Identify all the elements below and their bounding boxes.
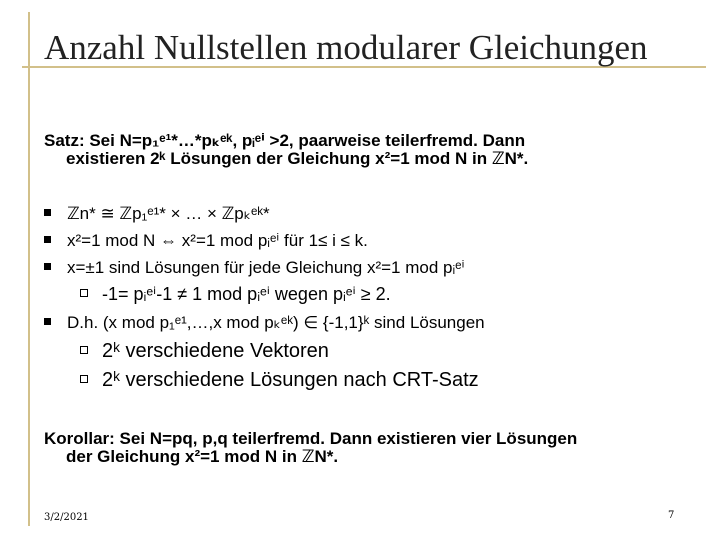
square-bullet-icon xyxy=(44,209,51,216)
page-number: 7 xyxy=(668,510,675,521)
square-bullet-icon xyxy=(44,263,51,270)
corollary-line-1: Korollar: Sei N=pq, p,q teilerfremd. Dann existieren vier Lösungen xyxy=(44,429,578,448)
bullet-trivial-solutions xyxy=(44,258,465,278)
sub-bullet-minus-one xyxy=(80,284,391,305)
corollary xyxy=(44,430,577,466)
theorem-line-2-suffix: N*. xyxy=(504,149,529,168)
bullet-text: D.h. (x mod p₁ᵉ¹,…,x mod pₖᵉᵏ) ∈ {-1,1}ᵏ sind Lösungen xyxy=(67,313,485,332)
theorem-line-2 xyxy=(44,150,528,168)
sub-bullet-text: 2ᵏ verschiedene Lösungen nach CRT-Satz xyxy=(102,369,479,391)
corollary-line-2-text: der Gleichung x²=1 mod N in xyxy=(66,447,302,466)
hollow-square-bullet-icon xyxy=(80,289,88,297)
bullet-equivalence xyxy=(44,231,368,251)
corollary-line-2 xyxy=(44,448,577,466)
hollow-square-bullet-icon xyxy=(80,375,88,383)
sub-bullet-vectors xyxy=(80,340,329,363)
square-bullet-icon xyxy=(44,318,51,325)
footer-date: 3/2/2021 xyxy=(44,512,89,523)
slide-title: Anzahl Nullstellen modularer Gleichungen xyxy=(44,28,648,67)
hollow-square-bullet-icon xyxy=(80,346,88,354)
bullet-text: ℤn* ≅ ℤp₁ᵉ¹* × … × ℤpₖᵉᵏ* xyxy=(67,204,270,223)
bullet-text: x=±1 sind Lösungen für jede Gleichung x²=1 mod pᵢᵉⁱ xyxy=(67,258,465,277)
theorem-line-2-text: existieren 2ᵏ Lösungen der Gleichung x²=1 mod N in xyxy=(66,149,492,168)
vertical-rule xyxy=(28,12,30,526)
sub-bullet-text: 2ᵏ verschiedene Vektoren xyxy=(102,340,329,362)
square-bullet-icon xyxy=(44,236,51,243)
bullet-consequence xyxy=(44,313,485,333)
theorem-line-1: Satz: Sei N=p₁ᵉ¹*…*pₖᵉᵏ, pᵢᵉⁱ >2, paarweise teilerfremd. Dann xyxy=(44,131,526,150)
integer-set-symbol: ℤ xyxy=(491,149,505,169)
integer-set-symbol: ℤ xyxy=(301,447,315,467)
bullet-isomorphism xyxy=(44,204,270,224)
theorem xyxy=(44,132,528,168)
corollary-line-2-suffix: N*. xyxy=(314,447,339,466)
sub-bullet-text: -1= pᵢᵉⁱ-1 ≠ 1 mod pᵢᵉⁱ wegen pᵢᵉⁱ ≥ 2. xyxy=(102,284,391,304)
sub-bullet-crt xyxy=(80,369,479,392)
bullet-text: x²=1 mod N ⇔ x²=1 mod pᵢᵉⁱ für 1≤ i ≤ k. xyxy=(67,231,368,250)
